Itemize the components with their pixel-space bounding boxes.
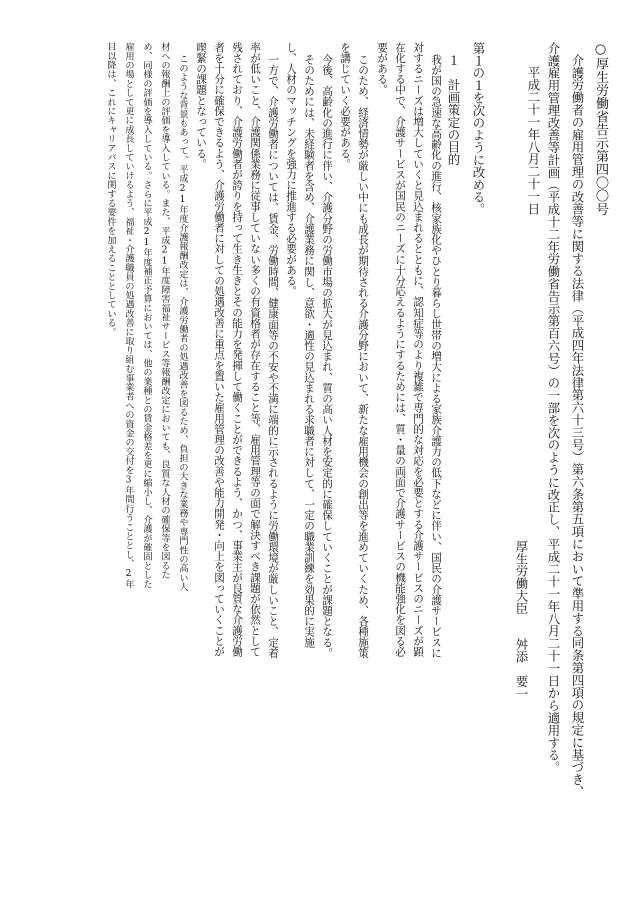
body-line: このような背景もあって、平成21年度介護報酬改定は、介護労働者の処遇改善を図るため、負担の大きな業務や専門性の高い人	[177, 54, 188, 592]
body-line: 残されており、介護労働者が誇りを持って生き生きとその能力を発揮して働くことができるよう、かつ、事業主が良質な介護労働	[231, 42, 243, 657]
body-line: 対するニーズは増大していくと見込まれるとともに、認知症等のより複雑で専門的な対応を必要とする介護サービスのニーズが顕	[412, 42, 424, 657]
body-line: そのためには、未経験者を含め、介護業務に関し、意欲・適性の見込まれる求職者に対して、一定の職業訓練を効果的に実施	[303, 54, 315, 648]
body-line: め、同様の評価を導入している。さらに平成21年度補正予算においては、他の業種との賃金格差を更に縮小し、介護が確固とした	[141, 42, 152, 589]
amend-instruction: 第１の１を次のように改める。	[471, 42, 486, 216]
section-heading: １ 計画策定の目的	[446, 54, 461, 166]
body-line: 目以降は、これにキャリアパスに関する要件を加えることとしている。	[105, 42, 116, 337]
body-line: このため、経済情勢が厳しい中にも成長が期待される介護分野において、新たな雇用機会の創出等を進めていくため、各種施策	[357, 54, 369, 659]
notice-date: 平成二十一年八月二十一日	[526, 66, 541, 215]
body-line: 我が国の急速な高齢化の進行、核家族化やひとり暮らし世帯の増大による家族介護力の低下などに伴い、国民の介護サービスに	[430, 54, 442, 659]
signer-title: 厚生労働大臣	[514, 540, 529, 615]
body-line: 者を十分に確保できるよう、介護労働者に対しての処遇改善に重点を置いた雇用管理の改善や能力開発・向上を図っていくことが	[213, 42, 225, 657]
notice-intro-line-1: 介護労働者の雇用管理の改善等に関する法律（平成四年法律第六十三号）第六条第五項において準用する同条第四項の規定に基づき、	[570, 54, 585, 798]
body-line: 雇用の場として更に成長していけるよう、福祉・介護職員の処遇改善に取り組む事業者への資金の交付を3年間行うこととし、2年	[123, 42, 134, 589]
body-line: 今後、高齢化の進行に伴い、介護分野の労働市場の拡大が見込まれ、質の高い人材を安定的に確保していくことが課題となる。	[321, 54, 333, 659]
body-line: 材への報酬上の評価を導入している。また、平成21年度障害福祉サービス等報酬改定においても、良質な人材の確保等を図るた	[159, 42, 170, 580]
body-line: を講じていく必要がある。	[339, 42, 351, 170]
body-line: し、人材のマッチングを強力に推進する必要がある。	[285, 42, 297, 297]
body-line: 喫緊の課題となっている。	[195, 42, 207, 170]
signer-name: 舛添 要一	[514, 638, 529, 700]
notice-title: ○厚生労働省告示第四〇〇号	[593, 42, 608, 216]
notice-intro-line-2: 介護雇用管理改善等計画（平成十二年労働省告示第百六号）の一部を次のように改正し、平成二十一年八月二十一日から適用する。	[546, 42, 561, 774]
body-line: 要がある。	[376, 42, 388, 95]
body-line: 在化する中で、介護サービスが国民のニーズに十分応えるようにするためには、質・量の両面で介護サービスの機能強化を図る必	[394, 42, 406, 657]
body-line: 率が低いこと、介護関係業務に従事していない多くの有資格者が存在すること等、雇用管理等の面で解決すべき課題が依然として	[249, 42, 261, 657]
body-line: 一方で、介護労働者については、賃金、労働時間、健康面等の不安や不満に端的に示されるように労働環境が厳しいこと、定着	[267, 54, 279, 659]
